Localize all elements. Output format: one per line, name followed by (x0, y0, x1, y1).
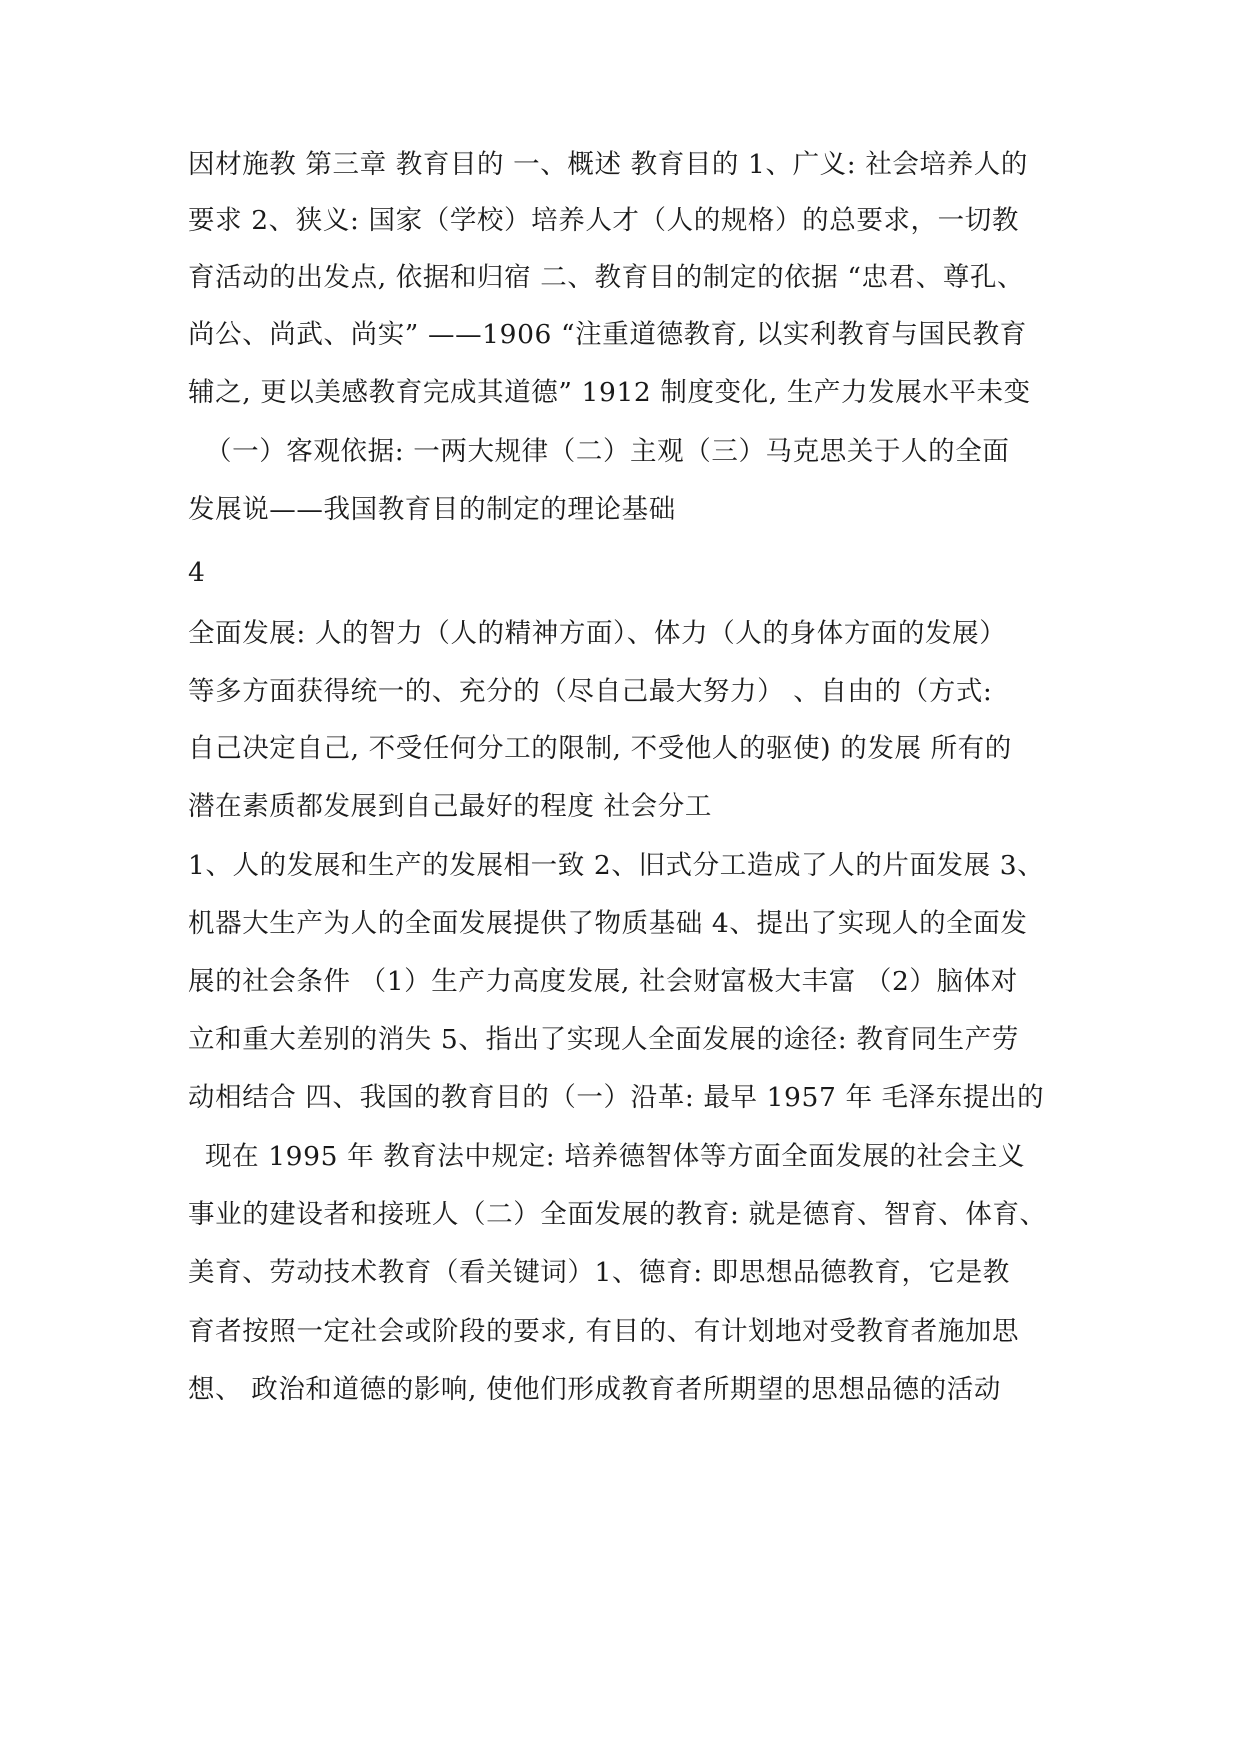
text-line-4: 尚公、尚武、尚实” ——1906 “注重道德教育, 以实利教育与国民教育 (188, 319, 1027, 350)
text-line-14: 展的社会条件 （1）生产力高度发展, 社会财富极大丰富 （2）脑体对 (188, 966, 1018, 997)
text-line-13: 机器大生产为人的全面发展提供了物质基础 4、提出了实现人的全面发 (188, 908, 1028, 939)
text-line-19: 美育、劳动技术教育（看关键词）1、德育: 即思想品德教育，它是教 (188, 1257, 1010, 1288)
page-number: 4 (188, 557, 206, 588)
text-line-11: 潜在素质都发展到自己最好的程度 社会分工 (188, 791, 712, 822)
text-line-18: 事业的建设者和接班人（二）全面发展的教育: 就是德育、智育、体育、 (188, 1199, 1047, 1230)
text-line-21: 想、 政治和道德的影响, 使他们形成教育者所期望的思想品德的活动 (188, 1374, 1001, 1405)
text-line-20: 育者按照一定社会或阶段的要求, 有目的、有计划地对受教育者施加思 (188, 1316, 1020, 1347)
text-line-16: 动相结合 四、我国的教育目的（一）沿革: 最早 1957 年 毛泽东提出的 (188, 1082, 1045, 1113)
text-line-5: 辅之, 更以美感教育完成其道德” 1912 制度变化, 生产力发展水平未变 (188, 377, 1031, 408)
text-line-7: 发展说——我国教育目的制定的理论基础 (188, 494, 676, 525)
text-line-17: 现在 1995 年 教育法中规定: 培养德智体等方面全面发展的社会主义 (205, 1141, 1026, 1172)
text-line-6: （一）客观依据: 一两大规律（二）主观（三）马克思关于人的全面 (205, 436, 1010, 467)
text-line-8: 全面发展: 人的智力（人的精神方面）、体力（人的身体方面的发展） (188, 618, 1007, 649)
text-line-9: 等多方面获得统一的、充分的（尽自己最大努力） 、自由的（方式: (188, 676, 993, 707)
text-line-2: 要求 2、狭义: 国家（学校）培养人才（人的规格）的总要求，一切教 (188, 205, 1019, 236)
text-line-12: 1、人的发展和生产的发展相一致 2、旧式分工造成了人的片面发展 3、 (188, 850, 1045, 881)
text-line-15: 立和重大差别的消失 5、指出了实现人全面发展的途径: 教育同生产劳 (188, 1024, 1019, 1055)
text-line-10: 自己决定自己, 不受任何分工的限制, 不受他人的驱使) 的发展 所有的 (188, 733, 1012, 764)
text-line-1: 因材施教 第三章 教育目的 一、概述 教育目的 1、广义: 社会培养人的 (188, 149, 1028, 180)
text-line-3: 育活动的出发点, 依据和归宿 二、教育目的制定的依据 “忠君、尊孔、 (188, 262, 1025, 293)
